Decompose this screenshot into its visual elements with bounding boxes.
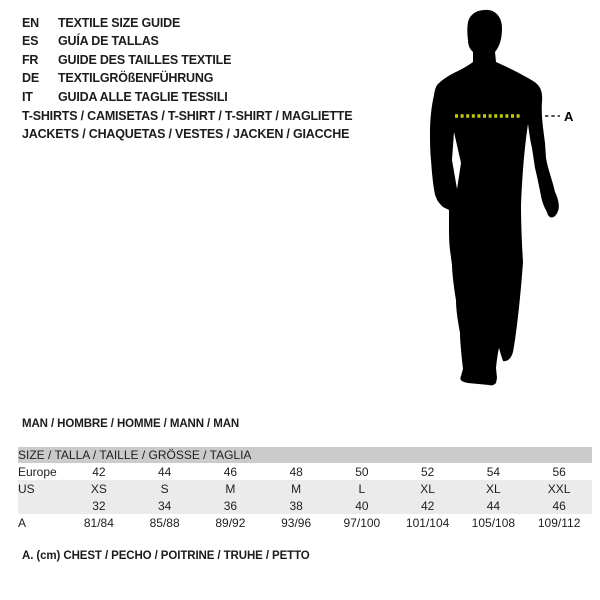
table-cell: 105/108 — [471, 515, 516, 530]
language-label: GUIDE DES TAILLES TEXTILE — [58, 52, 232, 67]
table-cell: S — [160, 481, 169, 496]
table-cell: 48 — [289, 464, 303, 479]
language-row-it — [22, 88, 231, 106]
language-label: TEXTILE SIZE GUIDE — [58, 16, 181, 30]
size-table-container — [18, 447, 592, 531]
table-cell: 46 — [223, 464, 238, 479]
language-label: GUIDA ALLE TAGLIE TESSILI — [58, 89, 228, 104]
table-cell: M — [225, 481, 236, 496]
table-cell: 36 — [223, 498, 238, 513]
table-cell: L — [358, 481, 366, 496]
table-cell: 85/88 — [149, 515, 180, 530]
language-code: EN — [22, 16, 39, 30]
garment-categories — [22, 107, 352, 144]
size-table-header-row — [18, 447, 592, 463]
table-cell: 89/92 — [215, 515, 246, 530]
table-cell: 97/100 — [343, 515, 381, 530]
table-cell: 44 — [157, 464, 172, 479]
table-cell: 109/112 — [537, 515, 581, 530]
table-row-europe — [18, 463, 592, 480]
language-row-en — [22, 14, 231, 32]
row-label: A — [18, 515, 27, 530]
measure-label-a: A — [564, 109, 574, 124]
table-cell: 42 — [420, 498, 435, 513]
category-line-tshirts: T-SHIRTS / CAMISETAS / T-SHIRT / T-SHIRT / MAGLIETTE — [22, 109, 353, 123]
table-row-us — [18, 480, 592, 497]
table-cell: XS — [90, 481, 107, 496]
table-cell: 42 — [92, 464, 106, 479]
measurement-footnote: A. (cm) CHEST / PECHO / POITRINE / TRUHE / PETTO — [22, 550, 310, 562]
language-row-es — [22, 32, 231, 50]
table-cell: 34 — [157, 498, 172, 513]
table-cell: 32 — [92, 498, 106, 513]
table-row-chest-a — [18, 514, 592, 531]
language-row-de — [22, 69, 231, 87]
language-code: ES — [22, 34, 39, 49]
language-label: GUÍA DE TALLAS — [58, 34, 159, 49]
row-label — [18, 497, 66, 514]
language-code: IT — [22, 89, 33, 104]
category-line-jackets: JACKETS / CHAQUETAS / VESTES / JACKEN / GIACCHE — [22, 127, 350, 142]
language-row-fr — [22, 51, 231, 69]
language-code: FR — [22, 52, 39, 67]
table-cell: XL — [486, 481, 501, 496]
row-label: Europe — [18, 464, 57, 479]
size-figure — [403, 0, 578, 400]
table-cell: 50 — [355, 464, 369, 479]
table-cell: 101/104 — [405, 515, 450, 530]
table-cell: 93/96 — [281, 515, 312, 530]
language-label: TEXTILGRÖßENFÜHRUNG — [58, 71, 214, 86]
man-silhouette — [430, 10, 559, 385]
table-cell: M — [291, 481, 302, 496]
man-silhouette-svg — [403, 0, 578, 400]
table-cell: 81/84 — [83, 515, 114, 530]
size-table-header: SIZE / TALLA / TAILLE / GRÖSSE / TAGLIA — [18, 448, 252, 462]
table-cell: 38 — [289, 498, 303, 513]
table-cell: 56 — [552, 464, 566, 479]
language-code: DE — [22, 71, 39, 86]
section-title-man: MAN / HOMBRE / HOMME / MANN / MAN — [22, 418, 240, 430]
table-cell: 40 — [355, 498, 369, 513]
table-cell: 52 — [420, 464, 435, 479]
table-cell: XXL — [547, 481, 571, 496]
table-cell: 46 — [552, 498, 566, 513]
table-cell: XL — [420, 481, 435, 496]
language-list — [22, 14, 231, 106]
size-table — [18, 447, 592, 531]
table-cell: 54 — [486, 464, 501, 479]
table-row-alt-sizes — [18, 497, 592, 514]
row-label: US — [18, 481, 35, 496]
table-cell: 44 — [486, 498, 501, 513]
